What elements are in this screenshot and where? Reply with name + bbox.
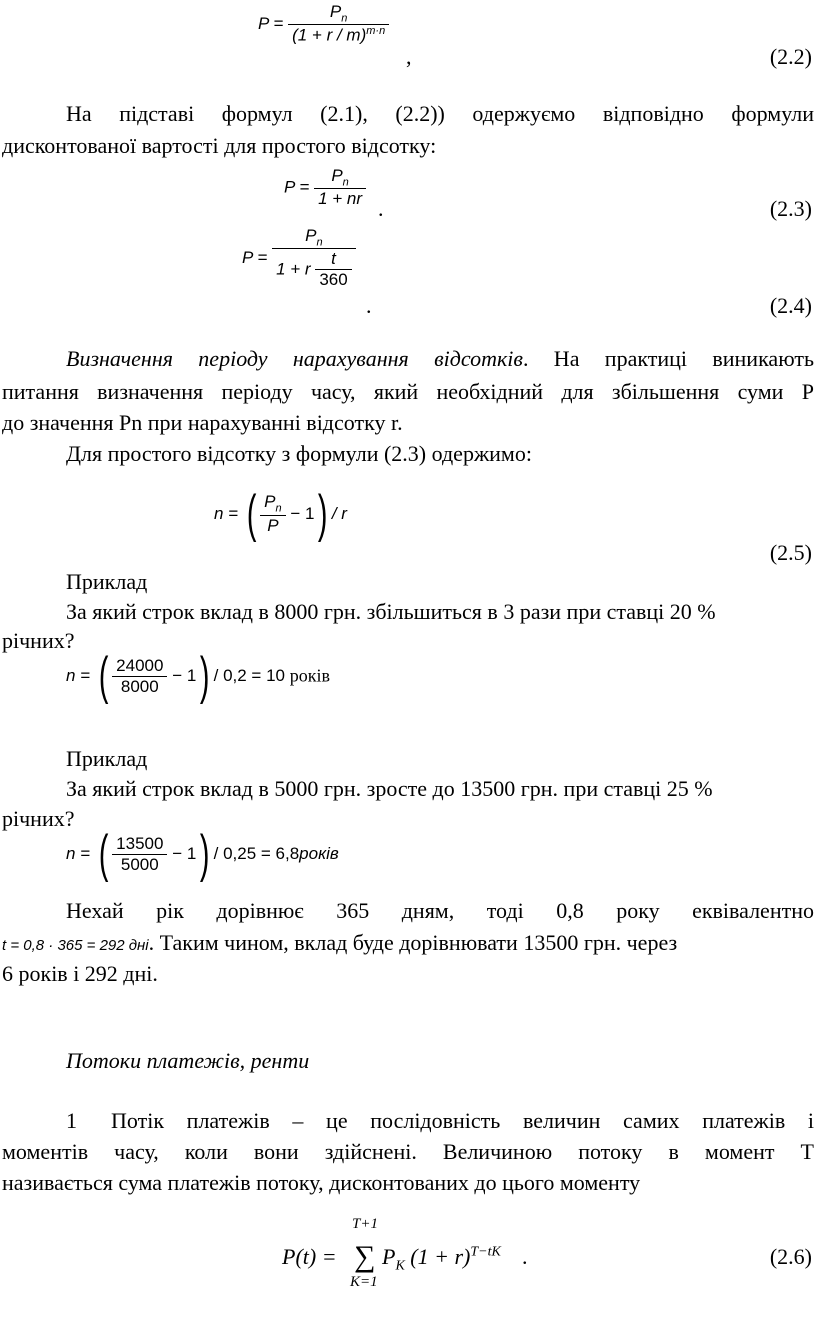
- eq24-lhs: P =: [242, 248, 268, 268]
- ex2-den: 5000: [112, 854, 167, 875]
- para4-line1: [66, 1108, 814, 1134]
- left-paren: (: [246, 485, 257, 543]
- ex1-tail: / 0,2 = 10: [213, 666, 285, 685]
- eq26-paren: (1 + r): [410, 1244, 471, 1269]
- eq26-body-sub: K: [395, 1258, 405, 1274]
- para4-line3: називається сума платежів потоку, дисконтованих до цього моменту: [2, 1170, 641, 1195]
- eq25-num-sub: n: [275, 502, 282, 515]
- eq26-number: (2.6): [769, 1244, 812, 1269]
- eq24-inner-num: t: [331, 249, 336, 269]
- ex1-num: 24000: [116, 655, 164, 675]
- example2-line1: За який строк вклад в 5000 грн. зросте до 13500 грн. при ставці 25 %: [66, 776, 713, 801]
- ex2-minus: − 1: [172, 844, 197, 863]
- para4-line1-text: Потік платежів – це послідовність величин самих платежів і: [111, 1108, 814, 1133]
- eq25-minus: − 1: [290, 504, 315, 523]
- eq22-num: P: [329, 2, 342, 21]
- para3-line2: [2, 930, 677, 959]
- ex1-unit: років: [289, 665, 330, 686]
- section2-title: Потоки платежів, ренти: [66, 1048, 310, 1073]
- ex1-lhs: n =: [66, 666, 91, 685]
- ex2-fraction: [112, 834, 167, 875]
- eq24-inner-den: 360: [315, 269, 351, 290]
- eq25-num: P: [264, 492, 276, 512]
- eq25-lhs: n =: [214, 504, 239, 523]
- eq26-sum-top: T+1: [352, 1216, 378, 1232]
- eq23-number: (2.3): [769, 196, 812, 221]
- eq26-lhs: P(t) =: [282, 1244, 337, 1269]
- para2: Для простого відсотку з формули (2.3) одержимо:: [66, 441, 532, 466]
- para1-line1: На підставі формул (2.1), (2.2)) одержуємо відповідно формули: [66, 101, 814, 126]
- para3-inline-formula: t = 0,8 · 365 = 292 дні: [2, 937, 149, 954]
- ex2-unit: років: [299, 844, 339, 863]
- eq23-fraction: [314, 166, 366, 209]
- eq24-number: (2.4): [769, 293, 812, 318]
- eq24-num-sub: n: [316, 236, 323, 249]
- eq23-den: 1 + nr: [314, 188, 366, 209]
- eq26-body-p: P: [382, 1244, 396, 1269]
- eq25-number: (2.5): [769, 540, 812, 565]
- eq25-den: P: [260, 515, 285, 536]
- eq26-body: [382, 1244, 501, 1274]
- section1-line1-rest: . На практиці виникають: [522, 346, 814, 371]
- ex2-lhs: n =: [66, 844, 91, 863]
- eq22-number: (2.2): [769, 44, 812, 69]
- example2-line2: річних?: [2, 806, 75, 831]
- ex1-minus: − 1: [172, 666, 197, 685]
- eq22-lhs: P =: [258, 14, 284, 34]
- equation-2-4: [242, 226, 356, 290]
- left-paren: (: [98, 647, 109, 705]
- section1-line3: до значення Pn при нарахуванні відсотку r.: [2, 410, 403, 435]
- para3-line3: 6 років і 292 дні.: [2, 961, 158, 986]
- eq26-sum-bottom: K=1: [350, 1274, 378, 1290]
- right-paren: ): [318, 485, 328, 543]
- eq22-tail: ,: [406, 44, 412, 69]
- eq24-den-pre: 1 + r: [276, 259, 311, 279]
- para4-line2: моментів часу, коли вони здійснені. Величиною потоку в момент T: [2, 1139, 814, 1164]
- para3-line1: Нехай рік дорівнює 365 дням, тоді 0,8 року еквівалентно: [66, 898, 814, 923]
- section1-title: Визначення періоду нарахування відсотків: [66, 346, 523, 371]
- para3-line2-rest: . Таким чином, вклад буде дорівнювати 13500 грн. через: [148, 930, 678, 955]
- example1-line1: За який строк вклад в 8000 грн. збільшиться в 3 рази при ставці 20 %: [66, 599, 716, 624]
- section1-line1: [66, 346, 814, 372]
- equation-2-3: [284, 166, 366, 209]
- eq23-lhs: P =: [284, 177, 310, 197]
- eq23-tail: .: [378, 196, 384, 221]
- right-paren: ): [200, 825, 210, 883]
- para4-num: 1: [66, 1108, 77, 1133]
- eq23-num: P: [331, 166, 343, 185]
- eq26-tail: .: [522, 1244, 528, 1269]
- eq24-num: P: [305, 226, 317, 245]
- left-paren: (: [98, 825, 109, 883]
- eq25-tail: / r: [331, 504, 347, 523]
- example2-label: Приклад: [66, 746, 148, 771]
- ex1-den: 8000: [112, 676, 167, 697]
- eq24-fraction: [272, 226, 356, 290]
- equation-2-2: [258, 2, 389, 46]
- para1-line2: дисконтованої вартості для простого відсотку:: [2, 133, 437, 158]
- eq26-sup: T−tK: [470, 1244, 501, 1260]
- example1-label: Приклад: [66, 569, 148, 594]
- section1-line2: питання визначення періоду часу, який необхідний для збільшення суми P: [2, 379, 814, 404]
- ex2-tail: / 0,25 = 6,8: [213, 844, 300, 863]
- eq23-num-sub: n: [342, 176, 349, 189]
- ex1-fraction: [112, 656, 167, 697]
- example1-formula: [66, 647, 330, 705]
- example1-line2: річних?: [2, 628, 75, 653]
- eq22-den-sup: m·n: [366, 25, 386, 38]
- eq24-tail: .: [366, 293, 372, 318]
- eq25-fraction: [260, 492, 285, 535]
- eq24-inner-fraction: [315, 249, 351, 290]
- eq26-sigma: ∑: [354, 1240, 376, 1273]
- eq22-fraction: [288, 2, 389, 46]
- equation-2-5: [214, 485, 347, 543]
- example2-formula: [66, 825, 339, 883]
- eq22-num-sub: n: [341, 12, 348, 25]
- ex2-num: 13500: [116, 833, 164, 853]
- right-paren: ): [200, 647, 210, 705]
- eq22-den: (1 + r / m): [292, 26, 367, 46]
